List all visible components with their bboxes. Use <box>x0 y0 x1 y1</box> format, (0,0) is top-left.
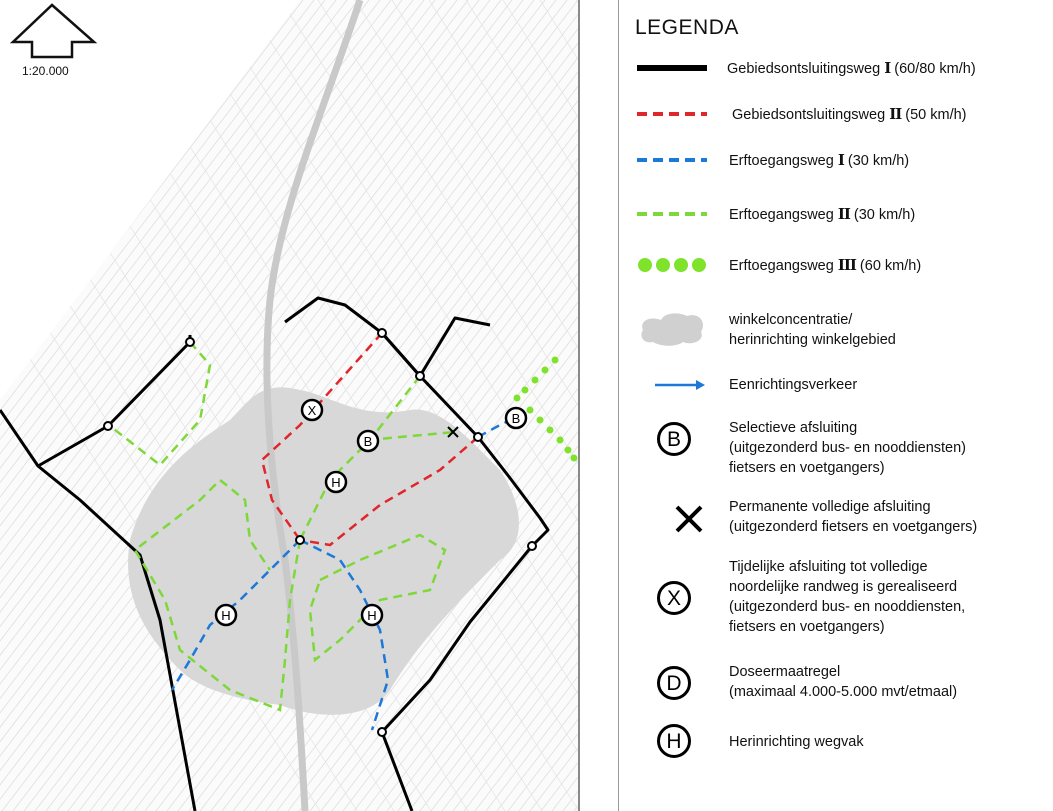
legend-label: Selectieve afsluiting (uitgezonderd bus- en nooddiensten) fietsers en voetgangers) <box>729 420 966 476</box>
north-arrow-icon <box>10 2 100 62</box>
road-node-4 <box>474 433 482 441</box>
legend-label: Doseermaatregel (maximaal 4.000-5.000 mvt/etmaal) <box>729 664 958 700</box>
road-node-3 <box>416 372 424 380</box>
green-dot-4 <box>514 395 521 402</box>
road-node-0 <box>186 338 194 346</box>
legend-title: LEGENDA <box>635 16 739 39</box>
marker-x-icon <box>302 400 322 420</box>
legend-label: Tijdelijke afsluiting tot volledige noordelijke randweg is gerealiseerd (uitgezonderd bus- en nooddiensten, fietsers en voetgangers) <box>729 559 966 635</box>
dashed-green-line-icon <box>635 194 709 234</box>
green-dot-6 <box>537 417 544 424</box>
cross-icon <box>635 497 709 537</box>
marker-b-icon <box>358 431 378 451</box>
legend-label: Erftoegangsweg II (30 km/h) <box>729 205 916 223</box>
legend-label: Herinrichting wegvak <box>729 734 864 750</box>
arrow-right-icon <box>635 365 709 405</box>
green-dot-5 <box>527 407 534 414</box>
legend-label: Eenrichtingsverkeer <box>729 377 858 393</box>
road-node-5 <box>528 542 536 550</box>
circle-d-icon: D <box>657 666 691 700</box>
road-node-1 <box>104 422 112 430</box>
legend-label: Erftoegangsweg I (30 km/h) <box>729 151 910 169</box>
marker-b-icon <box>506 408 526 428</box>
green-dot-9 <box>565 447 572 454</box>
marker-h-icon <box>362 605 382 625</box>
legend-label: Erftoegangsweg III (60 km/h) <box>729 256 922 274</box>
dashed-red-line-icon <box>635 94 709 134</box>
grey-area-icon <box>635 308 709 348</box>
legend-panel <box>619 0 1053 811</box>
dashed-blue-line-icon <box>635 140 709 180</box>
marker-letter: B <box>511 411 521 426</box>
green-dot-3 <box>522 387 529 394</box>
marker-h-icon <box>326 472 346 492</box>
circle-h-icon: H <box>657 724 691 758</box>
green-dot-10 <box>571 455 578 462</box>
road-node-2 <box>378 329 386 337</box>
marker-letter: H <box>367 608 377 623</box>
marker-letter: X <box>307 403 317 418</box>
green-dot-2 <box>532 377 539 384</box>
legend-label: Gebiedsontsluitingsweg II (50 km/h) <box>732 105 967 123</box>
solid-black-line-icon <box>635 50 709 90</box>
map-scale: 1:20.000 <box>22 64 69 78</box>
green-dot-7 <box>547 427 554 434</box>
marker-letter: H <box>221 608 231 623</box>
marker-letter: H <box>331 475 341 490</box>
panel-gap <box>580 0 618 811</box>
green-dot-0 <box>552 357 559 364</box>
legend-label: Permanente volledige afsluiting (uitgezonderd fietsers en voetgangers) <box>729 499 978 535</box>
marker-letter: B <box>363 434 373 449</box>
legend-label: winkelconcentratie/ herinrichting winkelgebied <box>729 312 896 348</box>
green-dots-line-icon <box>635 245 709 285</box>
circle-x-icon: X <box>657 581 691 615</box>
green-dot-8 <box>557 437 564 444</box>
green-dot-1 <box>542 367 549 374</box>
circle-b-icon: B <box>657 422 691 456</box>
marker-h-icon <box>216 605 236 625</box>
road-node-6 <box>296 536 304 544</box>
legend-label: Gebiedsontsluitingsweg I (60/80 km/h) <box>727 59 976 77</box>
road-node-7 <box>378 728 386 736</box>
